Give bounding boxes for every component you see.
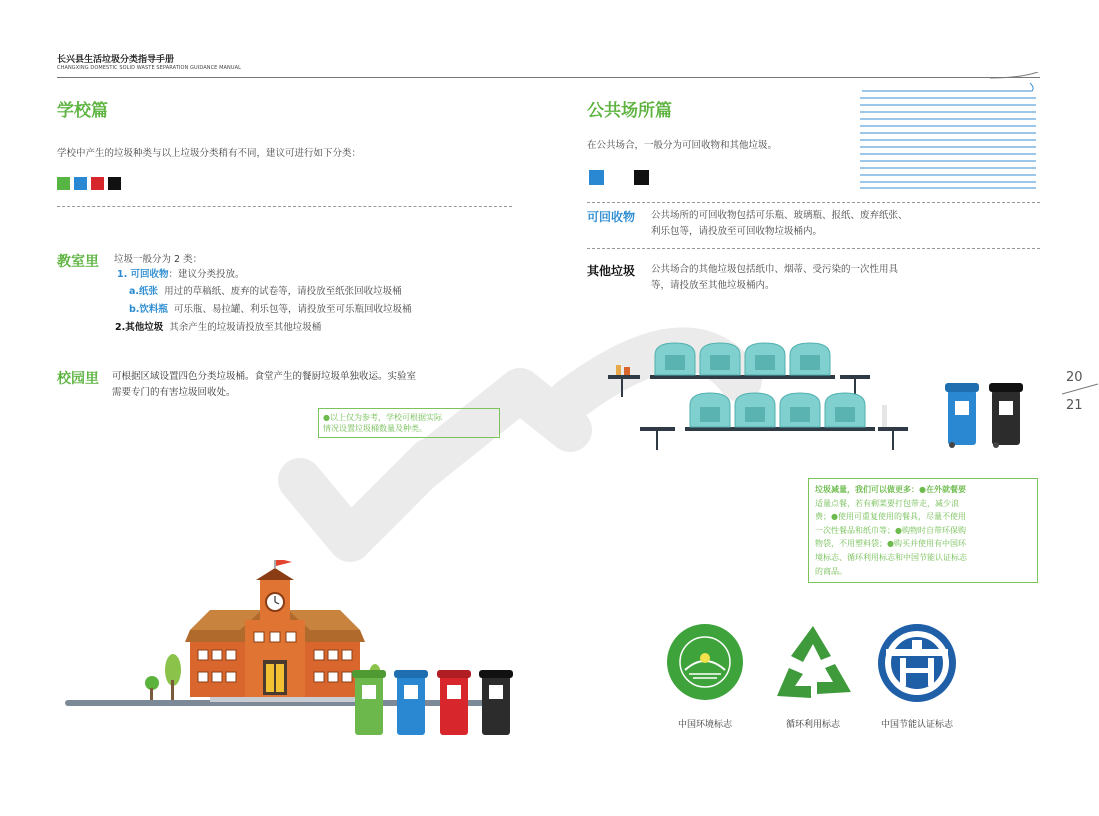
- classroom-sub-b: [129, 302, 411, 317]
- bottle-text: 可乐瓶、易拉罐、利乐包等，请投放至可乐瓶回收垃圾桶: [173, 304, 412, 315]
- manual-title: 长兴县生活垃圾分类指导手册: [57, 55, 175, 65]
- header-curve: [990, 72, 1040, 80]
- classroom-item1: [117, 267, 245, 282]
- paper-text: 用过的草稿纸、废弃的试卷等，请投放至纸张回收垃圾桶: [164, 286, 402, 297]
- swatch-green: [57, 177, 70, 190]
- page-number-divider: [1062, 383, 1099, 395]
- campus-label: 校园里: [57, 371, 99, 387]
- note-line1: ●以上仅为参考，学校可根据实际: [323, 413, 442, 422]
- env-label-caption: 中国环境标志: [677, 720, 732, 730]
- header-divider: [57, 77, 1040, 78]
- tip-line: 境标志、循环利用标志和中国节能认证标志: [815, 552, 967, 562]
- campus-line1: 可根据区域设置四色分类垃圾桶。食堂产生的餐厨垃圾单独收运。实验室: [112, 371, 417, 382]
- swatch-red: [91, 177, 104, 190]
- other-waste-text: 其余产生的垃圾请投放至其他垃圾桶: [169, 322, 322, 333]
- manual-subtitle: CHANGXING DOMESTIC SOLID WASTE SEPARATION GUIDANCE MANUAL: [57, 65, 242, 71]
- school-color-swatches: [57, 177, 121, 190]
- school-divider: [57, 206, 512, 207]
- recyclable-line1: 公共场所的可回收物包括可乐瓶、玻璃瓶、报纸、废弃纸张、: [651, 210, 908, 221]
- recyclable-line2: 利乐包等，请投放至可回收物垃圾桶内。: [651, 226, 823, 237]
- page-number-left: 20: [1066, 370, 1083, 385]
- recyclable-item-text: ：建议分类投放。: [168, 269, 245, 280]
- public-section-title: 公共场所篇: [587, 101, 672, 121]
- swatch-blue: [74, 177, 87, 190]
- other-waste-label: 2.其他垃圾: [115, 322, 164, 333]
- note-line2: 情况设置垃圾桶数量及种类。: [323, 424, 427, 433]
- decorative-stripes: [860, 83, 1040, 190]
- tip-line: 适量点餐，若有剩菜要打包带走，减少浪: [815, 498, 959, 508]
- paper-label: a.纸张: [129, 286, 159, 297]
- recyclable-label: [587, 208, 635, 225]
- school-building-illustration: [60, 560, 520, 745]
- public-color-swatches: [589, 170, 649, 185]
- classroom-label: 教室里: [57, 254, 99, 270]
- recyclable-label-text: 可回收物: [587, 210, 636, 224]
- public-intro: 在公共场合，一般分为可回收物和其他垃圾。: [587, 140, 778, 151]
- tip-line: 费；●使用可重复使用的餐具，尽量不使用: [815, 512, 966, 522]
- tip-line: 的商品。: [815, 566, 847, 576]
- swatch-blue: [589, 170, 604, 185]
- energy-caption: 中国节能认证标志: [880, 720, 953, 730]
- china-energy-certification-logo: [876, 622, 958, 704]
- public-seating-illustration: [600, 335, 1040, 455]
- swatch-black: [108, 177, 121, 190]
- public-divider-top: [587, 202, 1040, 203]
- waste-reduction-tips: [808, 478, 1038, 583]
- campus-line2: 需要专门的有害垃圾回收处。: [112, 387, 236, 398]
- tip-line: 物袋，不用塑料袋；●购买并使用有中国环: [815, 539, 966, 549]
- other-label-text: 其他垃圾: [587, 264, 636, 278]
- tip-line: 垃圾减量，我们可以做更多：●在外就餐要: [815, 485, 966, 494]
- classroom-sub-a: [129, 284, 402, 299]
- school-intro: 学校中产生的垃圾种类与以上垃圾分类稍有不同，建议可进行如下分类：: [57, 148, 362, 159]
- page-number-right: 21: [1066, 398, 1083, 413]
- reference-note: [318, 408, 500, 438]
- other-line1: 公共场合的其他垃圾包括纸巾、烟蒂、受污染的一次性用具: [651, 264, 899, 275]
- china-environmental-label-logo: [665, 622, 745, 702]
- tip-line: 一次性餐品和纸巾等；●购物时自带环保购: [815, 525, 966, 535]
- public-divider-mid: [587, 248, 1040, 249]
- bottle-label: b.饮料瓶: [129, 304, 168, 315]
- other-label: [587, 262, 635, 279]
- other-line2: 等，请投放至其他垃圾桶内。: [651, 280, 775, 291]
- classroom-line1: 垃圾一般分为 2 类：: [114, 254, 203, 265]
- school-section-title: 学校篇: [57, 101, 108, 121]
- classroom-item2: [115, 320, 321, 335]
- swatch-black: [634, 170, 649, 185]
- recycling-icon: [773, 624, 853, 700]
- recycle-caption: 循环利用标志: [785, 720, 840, 730]
- recyclable-item-label: 1. 可回收物: [117, 269, 169, 280]
